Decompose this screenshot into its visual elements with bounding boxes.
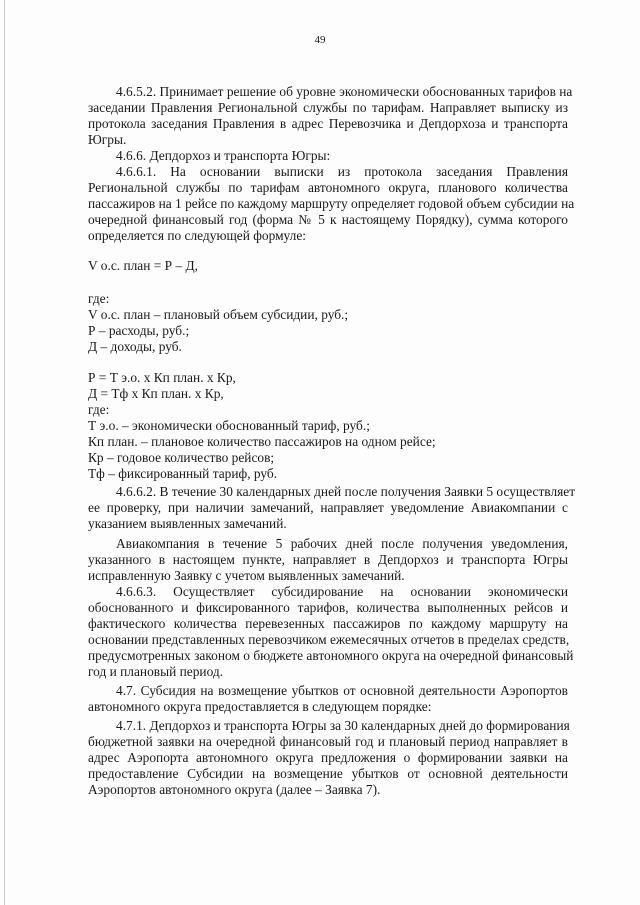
formula-definition: Р – расходы, руб.; (88, 323, 190, 338)
formula-line: Д = Тф х Кп план. х Кр, (88, 386, 224, 401)
paragraph-line: год и плановый период. (88, 664, 224, 679)
paragraph-line: исправленную Заявку с учетом выявленных замечаний. (88, 568, 405, 583)
paragraph-line: 4.6.6.1. На основании выписки из протокола заседания Правления (116, 164, 568, 179)
formula-definition: V о.с. план – плановый объем субсидии, руб.; (88, 307, 349, 322)
paragraph-line: предоставление Субсидии на возмещение убытков от основной деятельности (88, 766, 568, 781)
formula-definition: Т э.о. – экономически обоснованный тариф, руб.; (88, 418, 370, 433)
paragraph-line: адрес Аэропорта автономного округа предложения о формировании заявки на (88, 750, 568, 765)
paragraph-line: бюджетной заявки на очередной финансовый год и плановый период направляет в (88, 734, 568, 749)
paragraph-line: заседании Правления Региональной службы по тарифам. Направляет выписку из (88, 100, 568, 115)
paragraph-line: 4.6.6.3. Осуществляет субсидирование на основании экономически (116, 584, 568, 599)
paragraph-line: обоснованного и фиксированного тарифов, количества выполненных рейсов и (88, 600, 568, 615)
paragraph-line: указанного в настоящем пункте, направляет в Депдорхоз и транспорта Югры (88, 552, 568, 567)
paragraph-line: указанием выявленных замечаний. (88, 516, 287, 531)
paragraph-line: 4.7. Субсидия на возмещение убытков от основной деятельности Аэропортов (116, 683, 568, 698)
paragraph-line: 4.7.1. Депдорхоз и транспорта Югры за 30 календарных дней до формирования (116, 718, 570, 733)
formula-where: где: (88, 402, 110, 417)
paragraph-line: Аэропортов автономного округа (далее – Заявка 7). (88, 782, 381, 797)
paragraph-line: 4.6.6. Депдорхоз и транспорта Югры: (116, 148, 331, 163)
paragraph-line: очередной финансовый год (форма № 5 к настоящему Порядку), сумма которого (88, 212, 568, 227)
paragraph-line: основании представленных перевозчиком ежемесячных отчетов в пределах средств, (88, 632, 570, 647)
page-number: 49 (314, 34, 326, 46)
formula-line: V о.с. план = Р – Д, (88, 258, 198, 273)
formula-definition: Кр – годовое количество рейсов; (88, 450, 275, 465)
paragraph-line: Югры. (88, 132, 127, 147)
paragraph-line: Региональной службы по тарифам автономного округа, планового количества (88, 180, 568, 195)
paragraph-line: определяется по следующей формуле: (88, 228, 307, 243)
paragraph-line: пассажиров на 1 рейсе по каждому маршруту определяет годовой объем субсидии на (88, 196, 575, 211)
paragraph-line: ее проверку, при наличии замечаний, направляет уведомление Авиакомпании с (88, 500, 568, 515)
paragraph-line: предусмотренных законом о бюджете автономного округа на очередной финансовый (88, 648, 574, 663)
paragraph-line: Авиакомпания в течение 5 рабочих дней после получения уведомления, (116, 536, 568, 551)
paragraph-line: протокола заседания Правления в адрес Перевозчика и Депдорхоза и транспорта (88, 116, 568, 131)
paragraph-line: автономного округа предоставляется в следующем порядке: (88, 699, 432, 714)
paragraph-line: 4.6.6.2. В течение 30 календарных дней после получения Заявки 5 осуществляет (116, 484, 576, 499)
formula-where: где: (88, 291, 110, 306)
paragraph-line: 4.6.5.2. Принимает решение об уровне экономически обоснованных тарифов на (116, 84, 573, 99)
formula-definition: Кп план. – плановое количество пассажиров на одном рейсе; (88, 434, 436, 449)
paragraph-line: фактического количества перевезенных пассажиров по каждому маршруту на (88, 616, 568, 631)
formula-line: Р = Т э.о. х Кп план. х Кр, (88, 370, 236, 385)
scan-edge-line (4, 0, 5, 905)
formula-definition: Д – доходы, руб. (88, 339, 182, 354)
formula-definition: Тф – фиксированный тариф, руб. (88, 466, 278, 481)
